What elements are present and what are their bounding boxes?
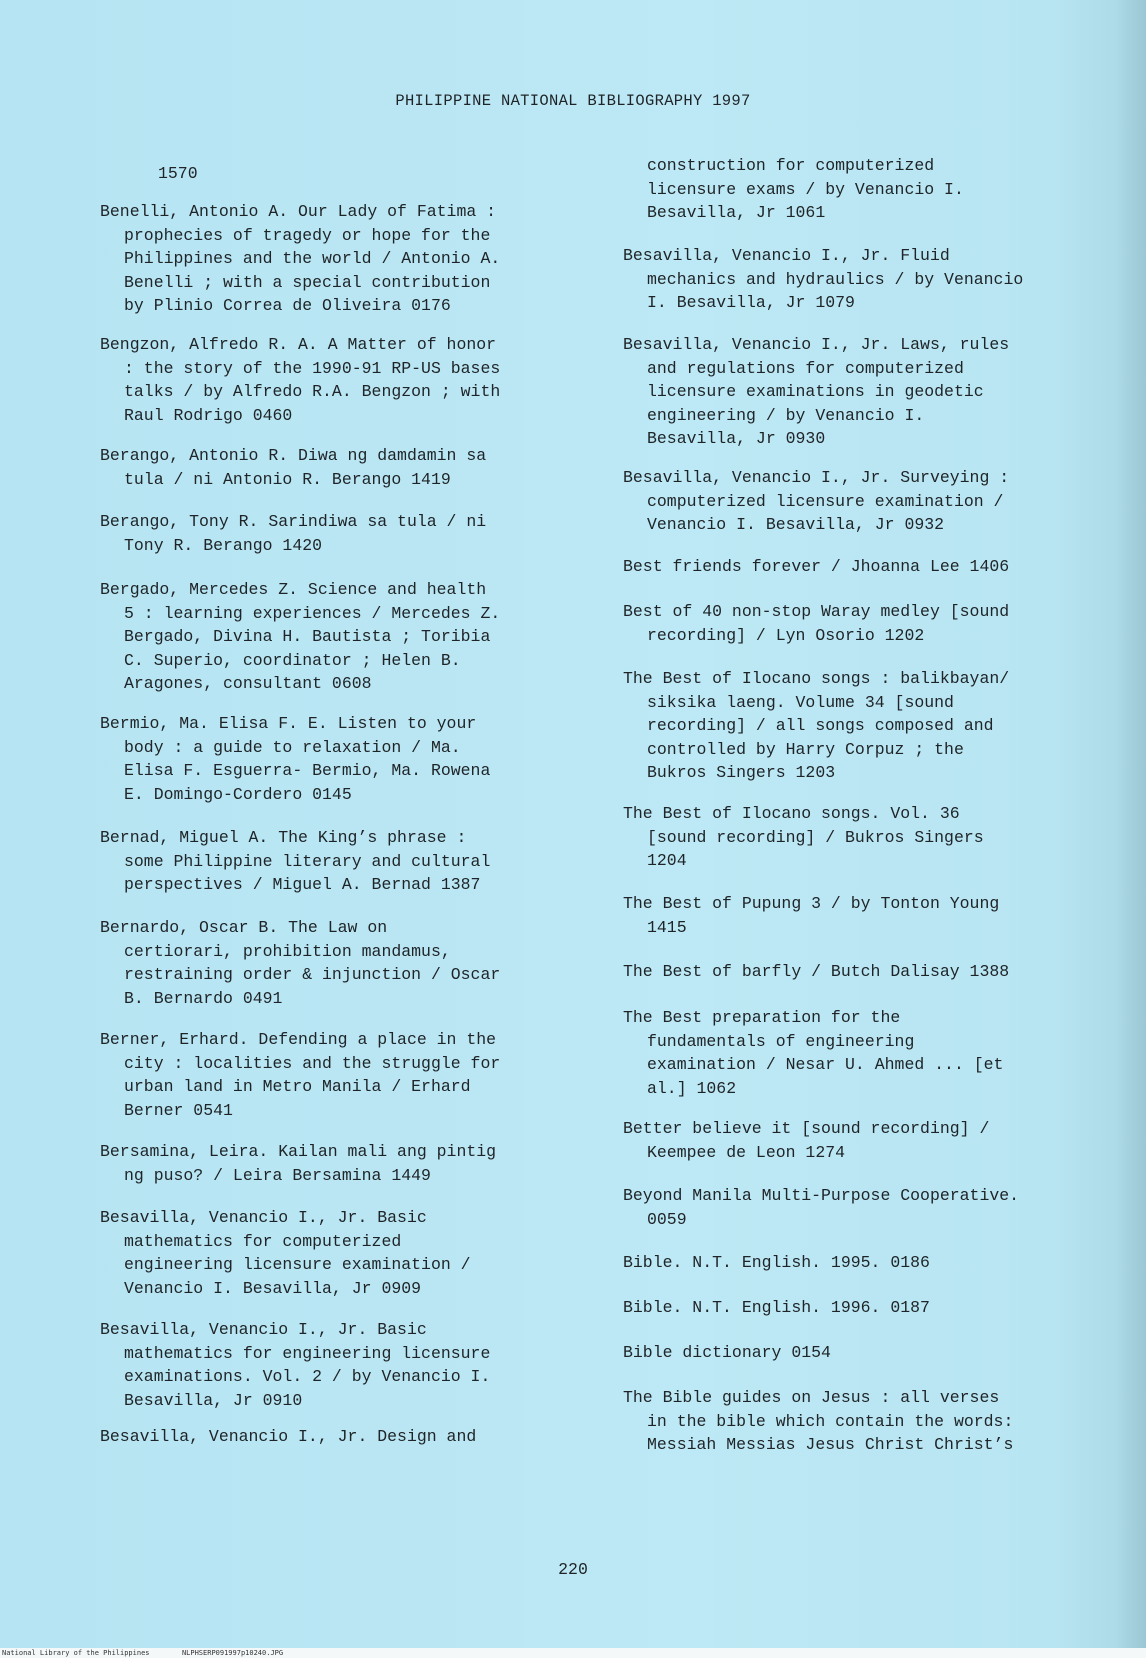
bibliography-entry: Berango, Tony R. Sarindiwa sa tula / ni Tony R. Berango 1420 bbox=[100, 512, 487, 555]
bibliography-entry: Benelli, Antonio A. Our Lady of Fatima : prophecies of tragedy or hope for the Philippines and the world / Antonio A. Benelli ; with a special contribution by Plinio Correa de Oliveira 0176 bbox=[100, 202, 501, 316]
column-number: 1570 bbox=[158, 164, 198, 183]
bibliography-entry: The Best preparation for the fundamentals of engineering examination / Nesar U. Ahmed ... [et al.] 1062 bbox=[623, 1008, 1004, 1098]
footer-library: National Library of the Philippines bbox=[2, 1649, 150, 1657]
bibliography-entry: Best friends forever / Jhoanna Lee 1406 bbox=[623, 557, 1010, 576]
bibliography-entry: Bergado, Mercedes Z. Science and health 5 : learning experiences / Mercedes Z. Bergado, Divina H. Bautista ; Toribia C. Superio, coordinator ; Helen B. Aragones, consultant 0608 bbox=[100, 580, 501, 694]
bibliography-entry: Berango, Antonio R. Diwa ng damdamin sa tula / ni Antonio R. Berango 1419 bbox=[100, 446, 487, 489]
footer-filename: NLPHSERP091997p10240.JPG bbox=[181, 1649, 284, 1657]
bibliography-entry: Berner, Erhard. Defending a place in the city : localities and the struggle for urban land in Metro Manila / Erhard Berner 0541 bbox=[100, 1030, 501, 1120]
page-number: 220 bbox=[558, 1560, 588, 1579]
bibliography-entry: The Best of Ilocano songs. Vol. 36 [sound recording] / Bukros Singers 1204 bbox=[623, 804, 984, 871]
bibliography-entry: Bible dictionary 0154 bbox=[623, 1343, 831, 1362]
bibliography-entry-continued: construction for computerized licensure exams / by Venancio I. Besavilla, Jr 1061 bbox=[647, 156, 964, 223]
bibliography-entry: Bernardo, Oscar B. The Law on certiorari, prohibition mandamus, restraining order & injunction / Oscar B. Bernardo 0491 bbox=[100, 918, 501, 1008]
bibliography-entry: Bible. N.T. English. 1995. 0186 bbox=[623, 1253, 930, 1272]
bibliography-entry: Beyond Manila Multi-Purpose Cooperative. 0059 bbox=[623, 1186, 1020, 1229]
bibliography-entry: Besavilla, Venancio I., Jr. Laws, rules and regulations for computerized licensure examinations in geodetic engineering / by Venancio I. Besavilla, Jr 0930 bbox=[623, 335, 1010, 449]
bibliography-entry: Bible. N.T. English. 1996. 0187 bbox=[623, 1298, 930, 1317]
bibliography-entry: Bersamina, Leira. Kailan mali ang pintig ng puso? / Leira Bersamina 1449 bbox=[100, 1142, 497, 1185]
bibliography-entry: Besavilla, Venancio I., Jr. Basic mathematics for computerized engineering licensure examination / Venancio I. Besavilla, Jr 0909 bbox=[100, 1208, 471, 1298]
bibliography-entry: Bernad, Miguel A. The King’s phrase : some Philippine literary and cultural perspectives / Miguel A. Bernad 1387 bbox=[100, 828, 491, 895]
bibliography-entry: Bermio, Ma. Elisa F. E. Listen to your body : a guide to relaxation / Ma. Elisa F. Esguerra- Bermio, Ma. Rowena E. Domingo-Cordero 0145 bbox=[100, 714, 491, 804]
page-header: PHILIPPINE NATIONAL BIBLIOGRAPHY 1997 bbox=[395, 92, 751, 110]
bibliography-entry: Best of 40 non-stop Waray medley [sound recording] / Lyn Osorio 1202 bbox=[623, 602, 1010, 645]
bibliography-entry: The Bible guides on Jesus : all verses in the bible which contain the words: Messiah Messias Jesus Christ Christ’s bbox=[623, 1388, 1014, 1455]
bibliography-entry: The Best of barfly / Butch Dalisay 1388 bbox=[623, 962, 1010, 981]
scan-footer bbox=[0, 1648, 1146, 1658]
bibliography-entry: The Best of Ilocano songs : balikbayan/ siksika laeng. Volume 34 [sound recording] / all songs composed and controlled by Harry Corpuz ; the Bukros Singers 1203 bbox=[623, 669, 1010, 783]
bibliography-entry: Better believe it [sound recording] / Keempee de Leon 1274 bbox=[623, 1119, 990, 1162]
bibliography-entry: Bengzon, Alfredo R. A. A Matter of honor : the story of the 1990-91 RP-US bases talks / by Alfredo R.A. Bengzon ; with Raul Rodrigo 0460 bbox=[100, 335, 501, 425]
bibliography-entry: The Best of Pupung 3 / by Tonton Young 1415 bbox=[623, 894, 1000, 937]
bibliography-entry: Besavilla, Venancio I., Jr. Surveying : computerized licensure examination / Venancio I. Besavilla, Jr 0932 bbox=[623, 468, 1010, 535]
bibliography-entry: Besavilla, Venancio I., Jr. Basic mathematics for engineering licensure examinations. Vol. 2 / by Venancio I. Besavilla, Jr 0910 bbox=[100, 1320, 491, 1410]
bibliography-entry: Besavilla, Venancio I., Jr. Design and bbox=[100, 1427, 477, 1446]
bibliography-entry: Besavilla, Venancio I., Jr. Fluid mechanics and hydraulics / by Venancio I. Besavilla, Jr 1079 bbox=[623, 246, 1024, 313]
